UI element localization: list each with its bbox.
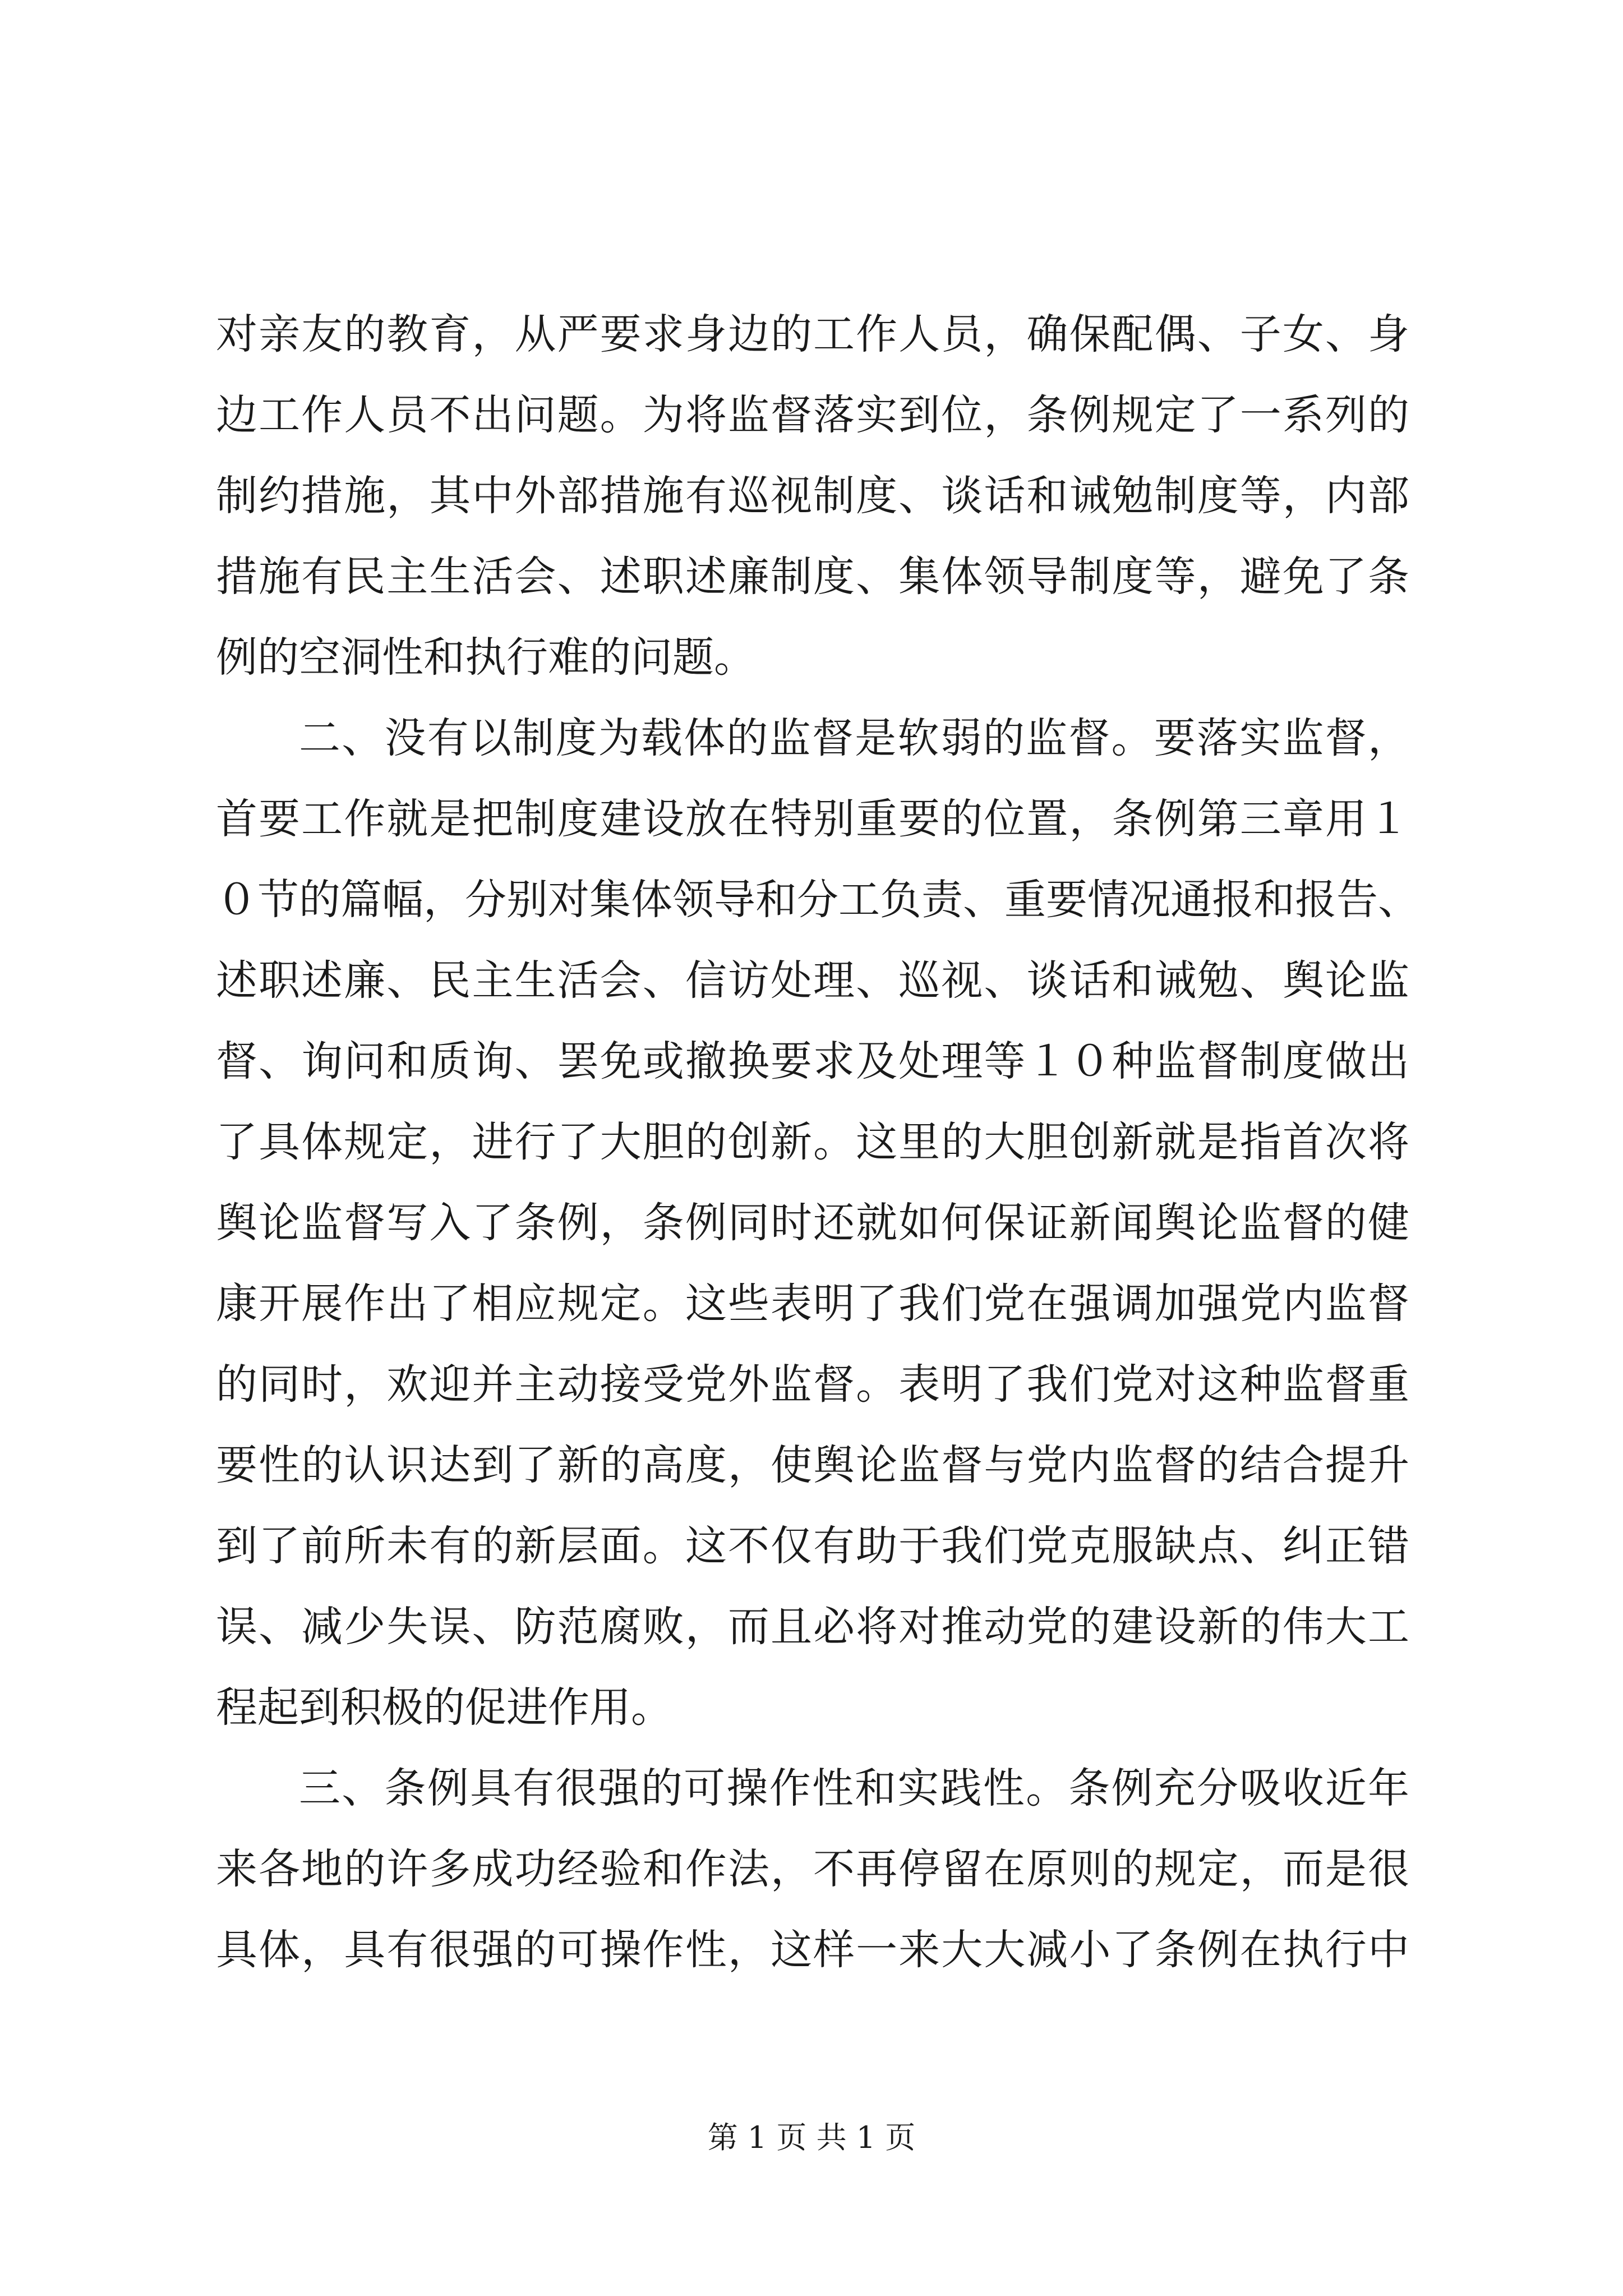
text-line: 督、询问和质询、罢免或撤换要求及处理等１０种监督制度做出 xyxy=(216,1037,1409,1085)
text-line: 首要工作就是把制度建设放在特别重要的位置，条例第三章用１ xyxy=(216,795,1409,843)
text-line: 康开展作出了相应规定。这些表明了我们党在强调加强党内监督 xyxy=(216,1280,1409,1328)
document-body xyxy=(216,294,1419,1990)
text-line: 边工作人员不出问题。为将监督落实到位，条例规定了一系列的 xyxy=(216,391,1409,439)
text-line: 措施有民主生活会、述职述廉制度、集体领导制度等，避免了条 xyxy=(216,553,1409,601)
text-line: 来各地的许多成功经验和作法，不再停留在原则的规定，而是很 xyxy=(216,1845,1409,1893)
text-line: 三、条例具有很强的可操作性和实践性。条例充分吸收近年 xyxy=(299,1764,1409,1812)
text-line: 制约措施，其中外部措施有巡视制度、谈话和诫勉制度等，内部 xyxy=(216,472,1409,520)
text-line: 的同时，欢迎并主动接受党外监督。表明了我们党对这种监督重 xyxy=(216,1360,1409,1409)
page-footer: 第 1 页 共 1 页 xyxy=(707,2120,916,2155)
text-line: 具体，具有很强的可操作性，这样一来大大减小了条例在执行中 xyxy=(216,1926,1409,1974)
text-line: 舆论监督写入了条例，条例同时还就如何保证新闻舆论监督的健 xyxy=(216,1199,1409,1247)
text-line: ０节的篇幅，分别对集体领导和分工负责、重要情况通报和报告、 xyxy=(216,876,1419,924)
text-line: 到了前所未有的新层面。这不仅有助于我们党克服缺点、纠正错 xyxy=(216,1522,1409,1570)
text-line: 误、减少失误、防范腐败，而且必将对推动党的建设新的伟大工 xyxy=(216,1603,1409,1651)
text-line: 了具体规定，进行了大胆的创新。这里的大胆创新就是指首次将 xyxy=(216,1118,1409,1166)
text-line: 述职述廉、民主生活会、信访处理、巡视、谈话和诫勉、舆论监 xyxy=(216,956,1409,1005)
text-line: 要性的认识达到了新的高度，使舆论监督与党内监督的结合提升 xyxy=(216,1441,1409,1489)
text-line: 例的空洞性和执行难的问题。 xyxy=(216,633,755,682)
text-line: 程起到积极的促进作用。 xyxy=(216,1683,672,1732)
text-line: 对亲友的教育，从严要求身边的工作人员，确保配偶、子女、身 xyxy=(216,310,1409,358)
text-line: 二、没有以制度为载体的监督是软弱的监督。要落实监督， xyxy=(299,714,1409,762)
